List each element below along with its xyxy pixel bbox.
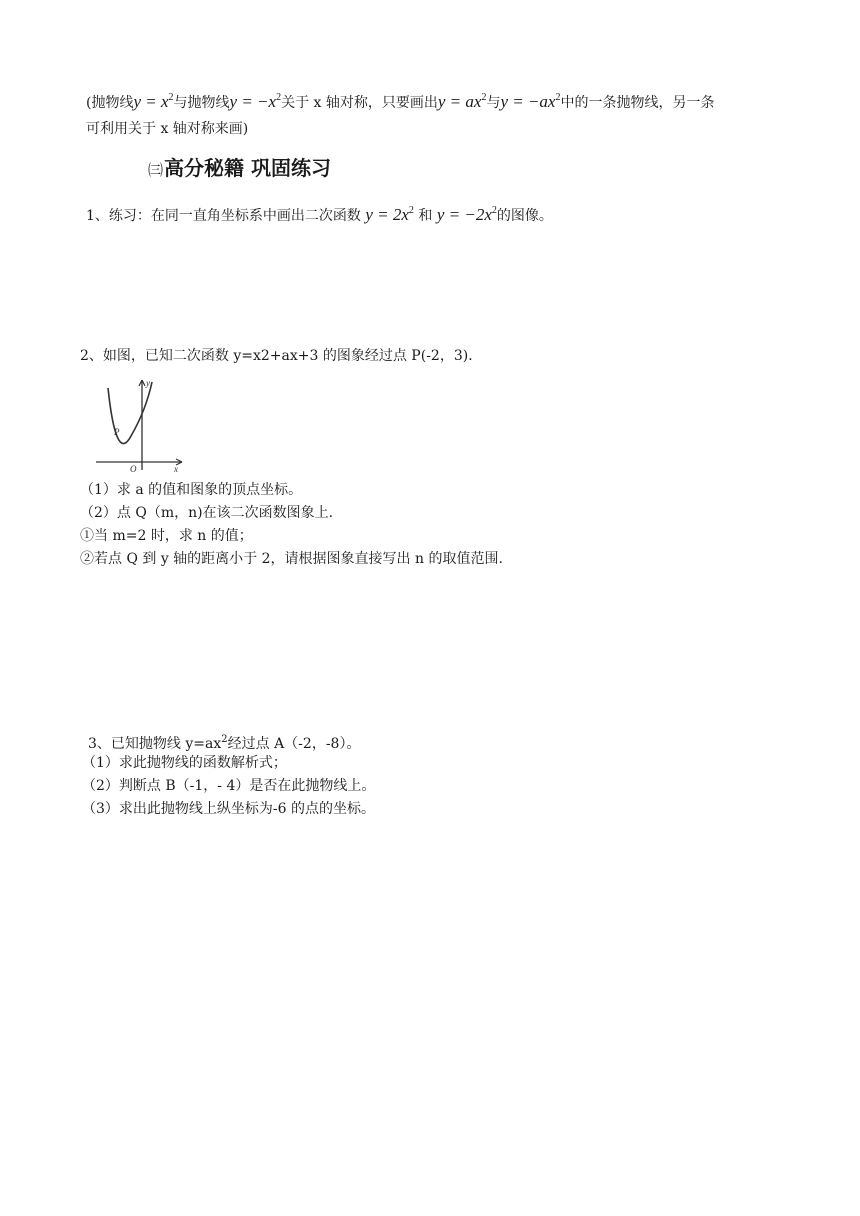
intro-text: (抛物线 — [86, 95, 134, 111]
question-2-part-2: （2）点 Q（m，n)在该二次函数图象上. — [80, 505, 334, 521]
equation: $y = ax^2$ — [437, 92, 487, 111]
question-3-stem: 3、已知抛物线 $y=ax^2$经过点 A（-2，-8）。 — [88, 734, 361, 752]
equation: $y = x^2$ — [133, 92, 174, 111]
section-title: 高分秘籍 巩固练习 — [164, 156, 331, 180]
section-heading — [148, 152, 331, 181]
section-number: ㈢ — [148, 161, 164, 179]
intro-line-1 — [86, 88, 714, 113]
intro-text: 与抛物线 — [173, 95, 230, 111]
origin-label: O — [130, 464, 137, 474]
question-2-sub-1: ①当 m=2 时，求 n 的值； — [80, 528, 253, 544]
intro-text: 中的一条抛物线，另一条 — [560, 95, 715, 111]
question-2-stem: 2、如图，已知二次函数 y=x2+ax+3 的图象经过点 P(-2，3)． — [80, 348, 483, 364]
parabola-figure — [94, 374, 194, 474]
question-2-part-1: （1）求 a 的值和图象的顶点坐标。 — [80, 482, 303, 498]
x-axis-label: x — [174, 464, 178, 474]
point-p-label: P — [114, 427, 120, 437]
intro-line-2: 可利用关于 x 轴对称来画) — [86, 121, 249, 137]
question-1 — [86, 201, 553, 226]
equation: $y = -2x^2$ — [436, 205, 497, 224]
question-3-part-1: （1）求此抛物线的函数解析式； — [82, 755, 287, 771]
y-axis-label: y — [146, 378, 150, 388]
intro-text: 关于 x 轴对称，只要画出 — [281, 95, 438, 111]
q1-mid: 和 — [418, 208, 433, 224]
equation: $y = -ax^2$ — [500, 92, 561, 111]
question-2-sub-2: ②若点 Q 到 y 轴的距离小于 2，请根据图象直接写出 n 的取值范围. — [80, 551, 503, 567]
q1-suffix: 的图像。 — [496, 208, 553, 224]
question-3-part-2: （2）判断点 B（-1，- 4）是否在此抛物线上。 — [82, 778, 376, 794]
q1-prefix: 1、练习：在同一直角坐标系中画出二次函数 — [86, 208, 361, 224]
intro-text: 与 — [486, 95, 501, 111]
question-3-part-3: （3）求出此抛物线上纵坐标为-6 的点的坐标。 — [82, 801, 375, 817]
equation: $y = -x^2$ — [229, 92, 282, 111]
equation: $y = 2x^2$ — [365, 205, 414, 224]
